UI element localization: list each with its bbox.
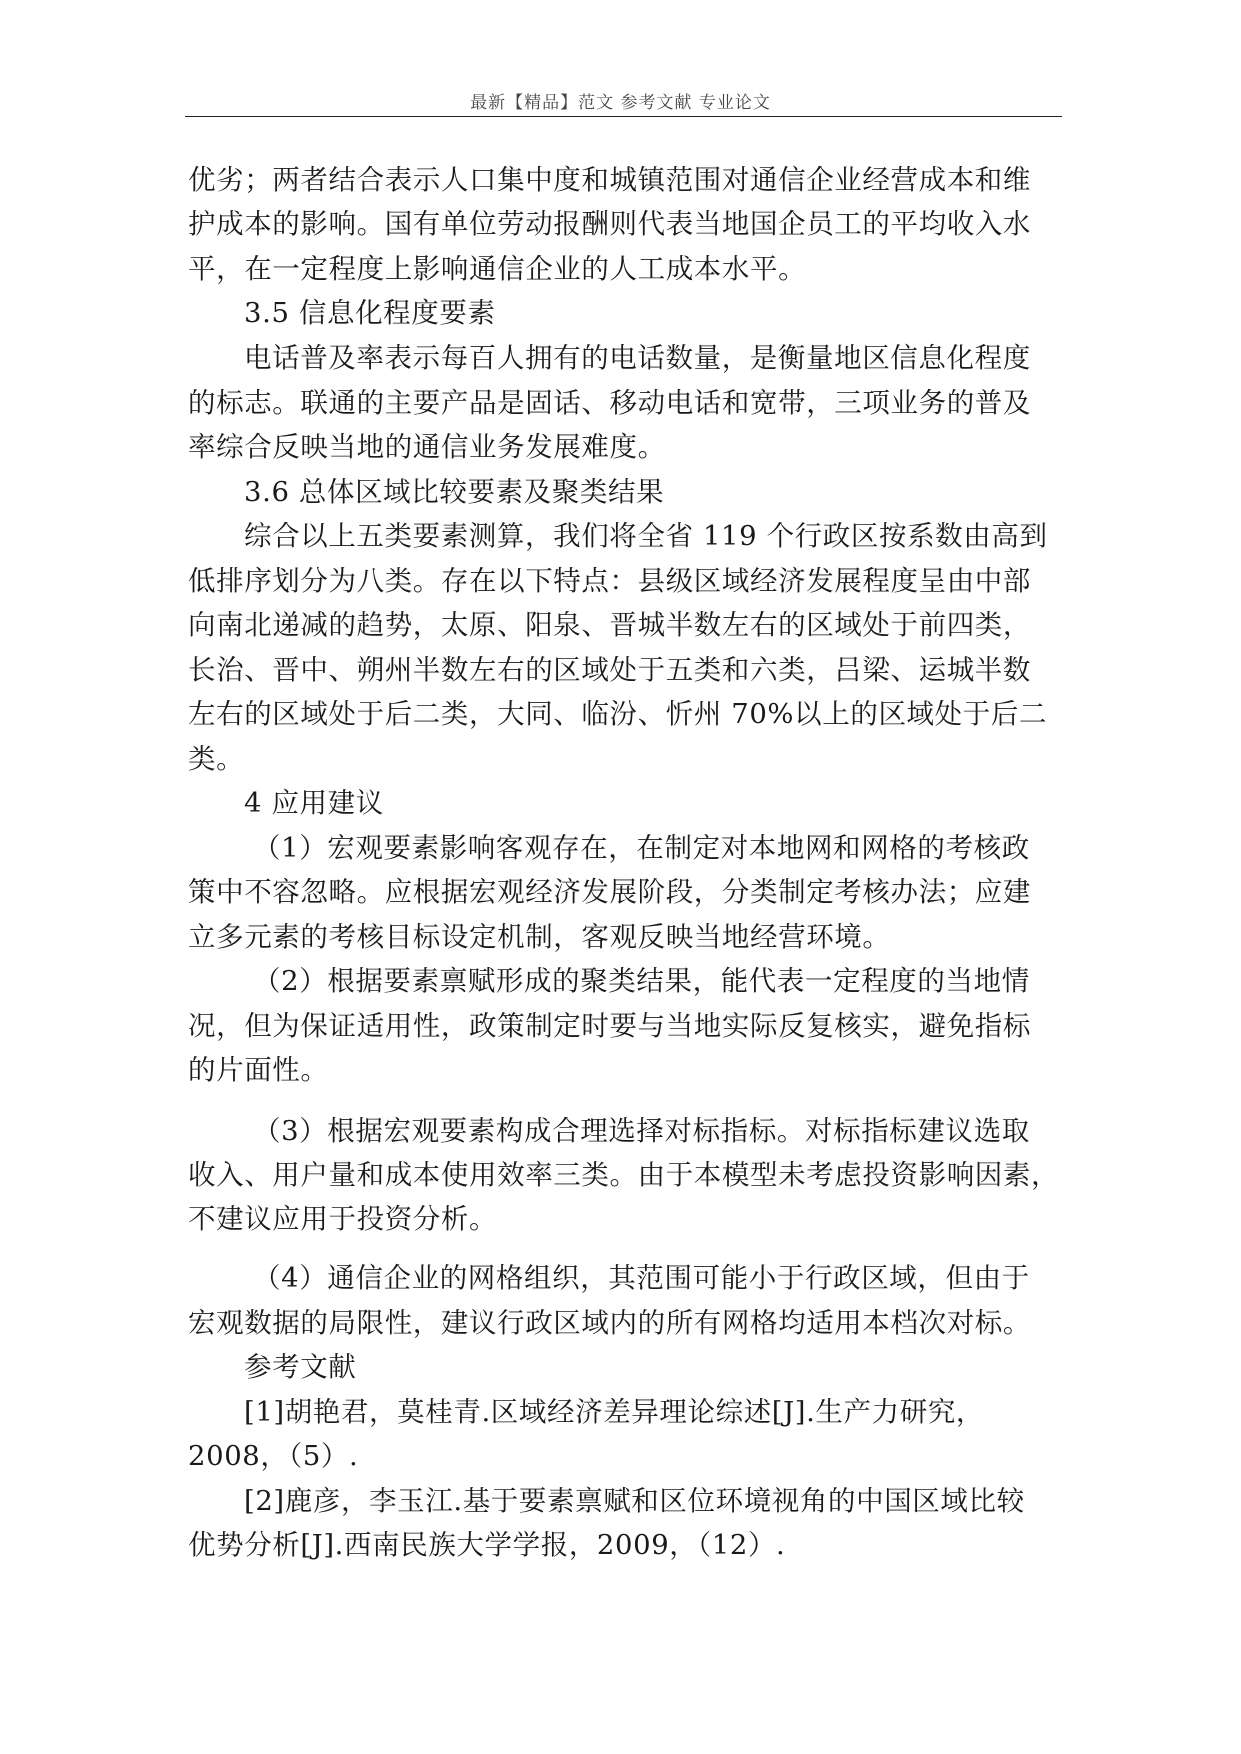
reference-item: [2]鹿彦，李玉江.基于要素禀赋和区位环境视角的中国区域比较	[244, 1485, 1025, 1517]
body-line: 宏观数据的局限性，建议行政区域内的所有网格均适用本档次对标。	[188, 1307, 1031, 1339]
body-line: 低排序划分为八类。存在以下特点：县级区域经济发展程度呈由中部	[188, 565, 1031, 597]
reference-item: [1]胡艳君，莫桂青.区域经济差异理论综述[J].生产力研究，	[244, 1396, 985, 1428]
body-line: 收入、用户量和成本使用效率三类。由于本模型未考虑投资影响因素，	[188, 1159, 1060, 1191]
body-line: 立多元素的考核目标设定机制，客观反映当地经营环境。	[188, 921, 891, 953]
section-heading: 3.6 总体区域比较要素及聚类结果	[244, 476, 665, 508]
reference-item: 优势分析[J].西南民族大学学报，2009，（12）.	[188, 1529, 786, 1561]
body-line: 率综合反映当地的通信业务发展难度。	[188, 431, 666, 463]
body-line: 长治、晋中、朔州半数左右的区域处于五类和六类，吕梁、运城半数	[188, 654, 1031, 686]
body-line: 优劣；两者结合表示人口集中度和城镇范围对通信企业经营成本和维	[188, 164, 1031, 196]
body-line: （4）通信企业的网格组织，其范围可能小于行政区域，但由于	[253, 1262, 1030, 1294]
body-line: 的片面性。	[188, 1054, 329, 1086]
body-line: 护成本的影响。国有单位劳动报酬则代表当地国企员工的平均收入水	[188, 208, 1031, 240]
section-heading: 4 应用建议	[244, 787, 384, 819]
body-line: （3）根据宏观要素构成合理选择对标指标。对标指标建议选取	[253, 1115, 1030, 1147]
section-heading: 3.5 信息化程度要素	[244, 297, 496, 329]
body-line: 策中不容忽略。应根据宏观经济发展阶段，分类制定考核办法；应建	[188, 876, 1031, 908]
references-heading: 参考文献	[244, 1351, 357, 1383]
body-line: （2）根据要素禀赋形成的聚类结果，能代表一定程度的当地情	[253, 965, 1030, 997]
body-line: （1）宏观要素影响客观存在，在制定对本地网和网格的考核政	[253, 832, 1030, 864]
body-line: 类。	[188, 743, 245, 775]
reference-item: 2008，（5）.	[188, 1440, 359, 1472]
body-line: 况，但为保证适用性，政策制定时要与当地实际反复核实，避免指标	[188, 1010, 1031, 1042]
header-rule	[185, 116, 1062, 117]
page-header: 最新【精品】范文 参考文献 专业论文	[470, 93, 771, 113]
body-line: 综合以上五类要素测算，我们将全省 119 个行政区按系数由高到	[244, 520, 1048, 552]
body-line: 左右的区域处于后二类，大同、临汾、忻州 70%以上的区域处于后二	[188, 698, 1048, 730]
body-line: 的标志。联通的主要产品是固话、移动电话和宽带，三项业务的普及	[188, 387, 1031, 419]
body-line: 不建议应用于投资分析。	[188, 1203, 498, 1235]
body-line: 平，在一定程度上影响通信企业的人工成本水平。	[188, 253, 807, 285]
body-line: 向南北递减的趋势，太原、阳泉、晋城半数左右的区域处于前四类，	[188, 609, 1031, 641]
body-line: 电话普及率表示每百人拥有的电话数量，是衡量地区信息化程度	[244, 342, 1031, 374]
